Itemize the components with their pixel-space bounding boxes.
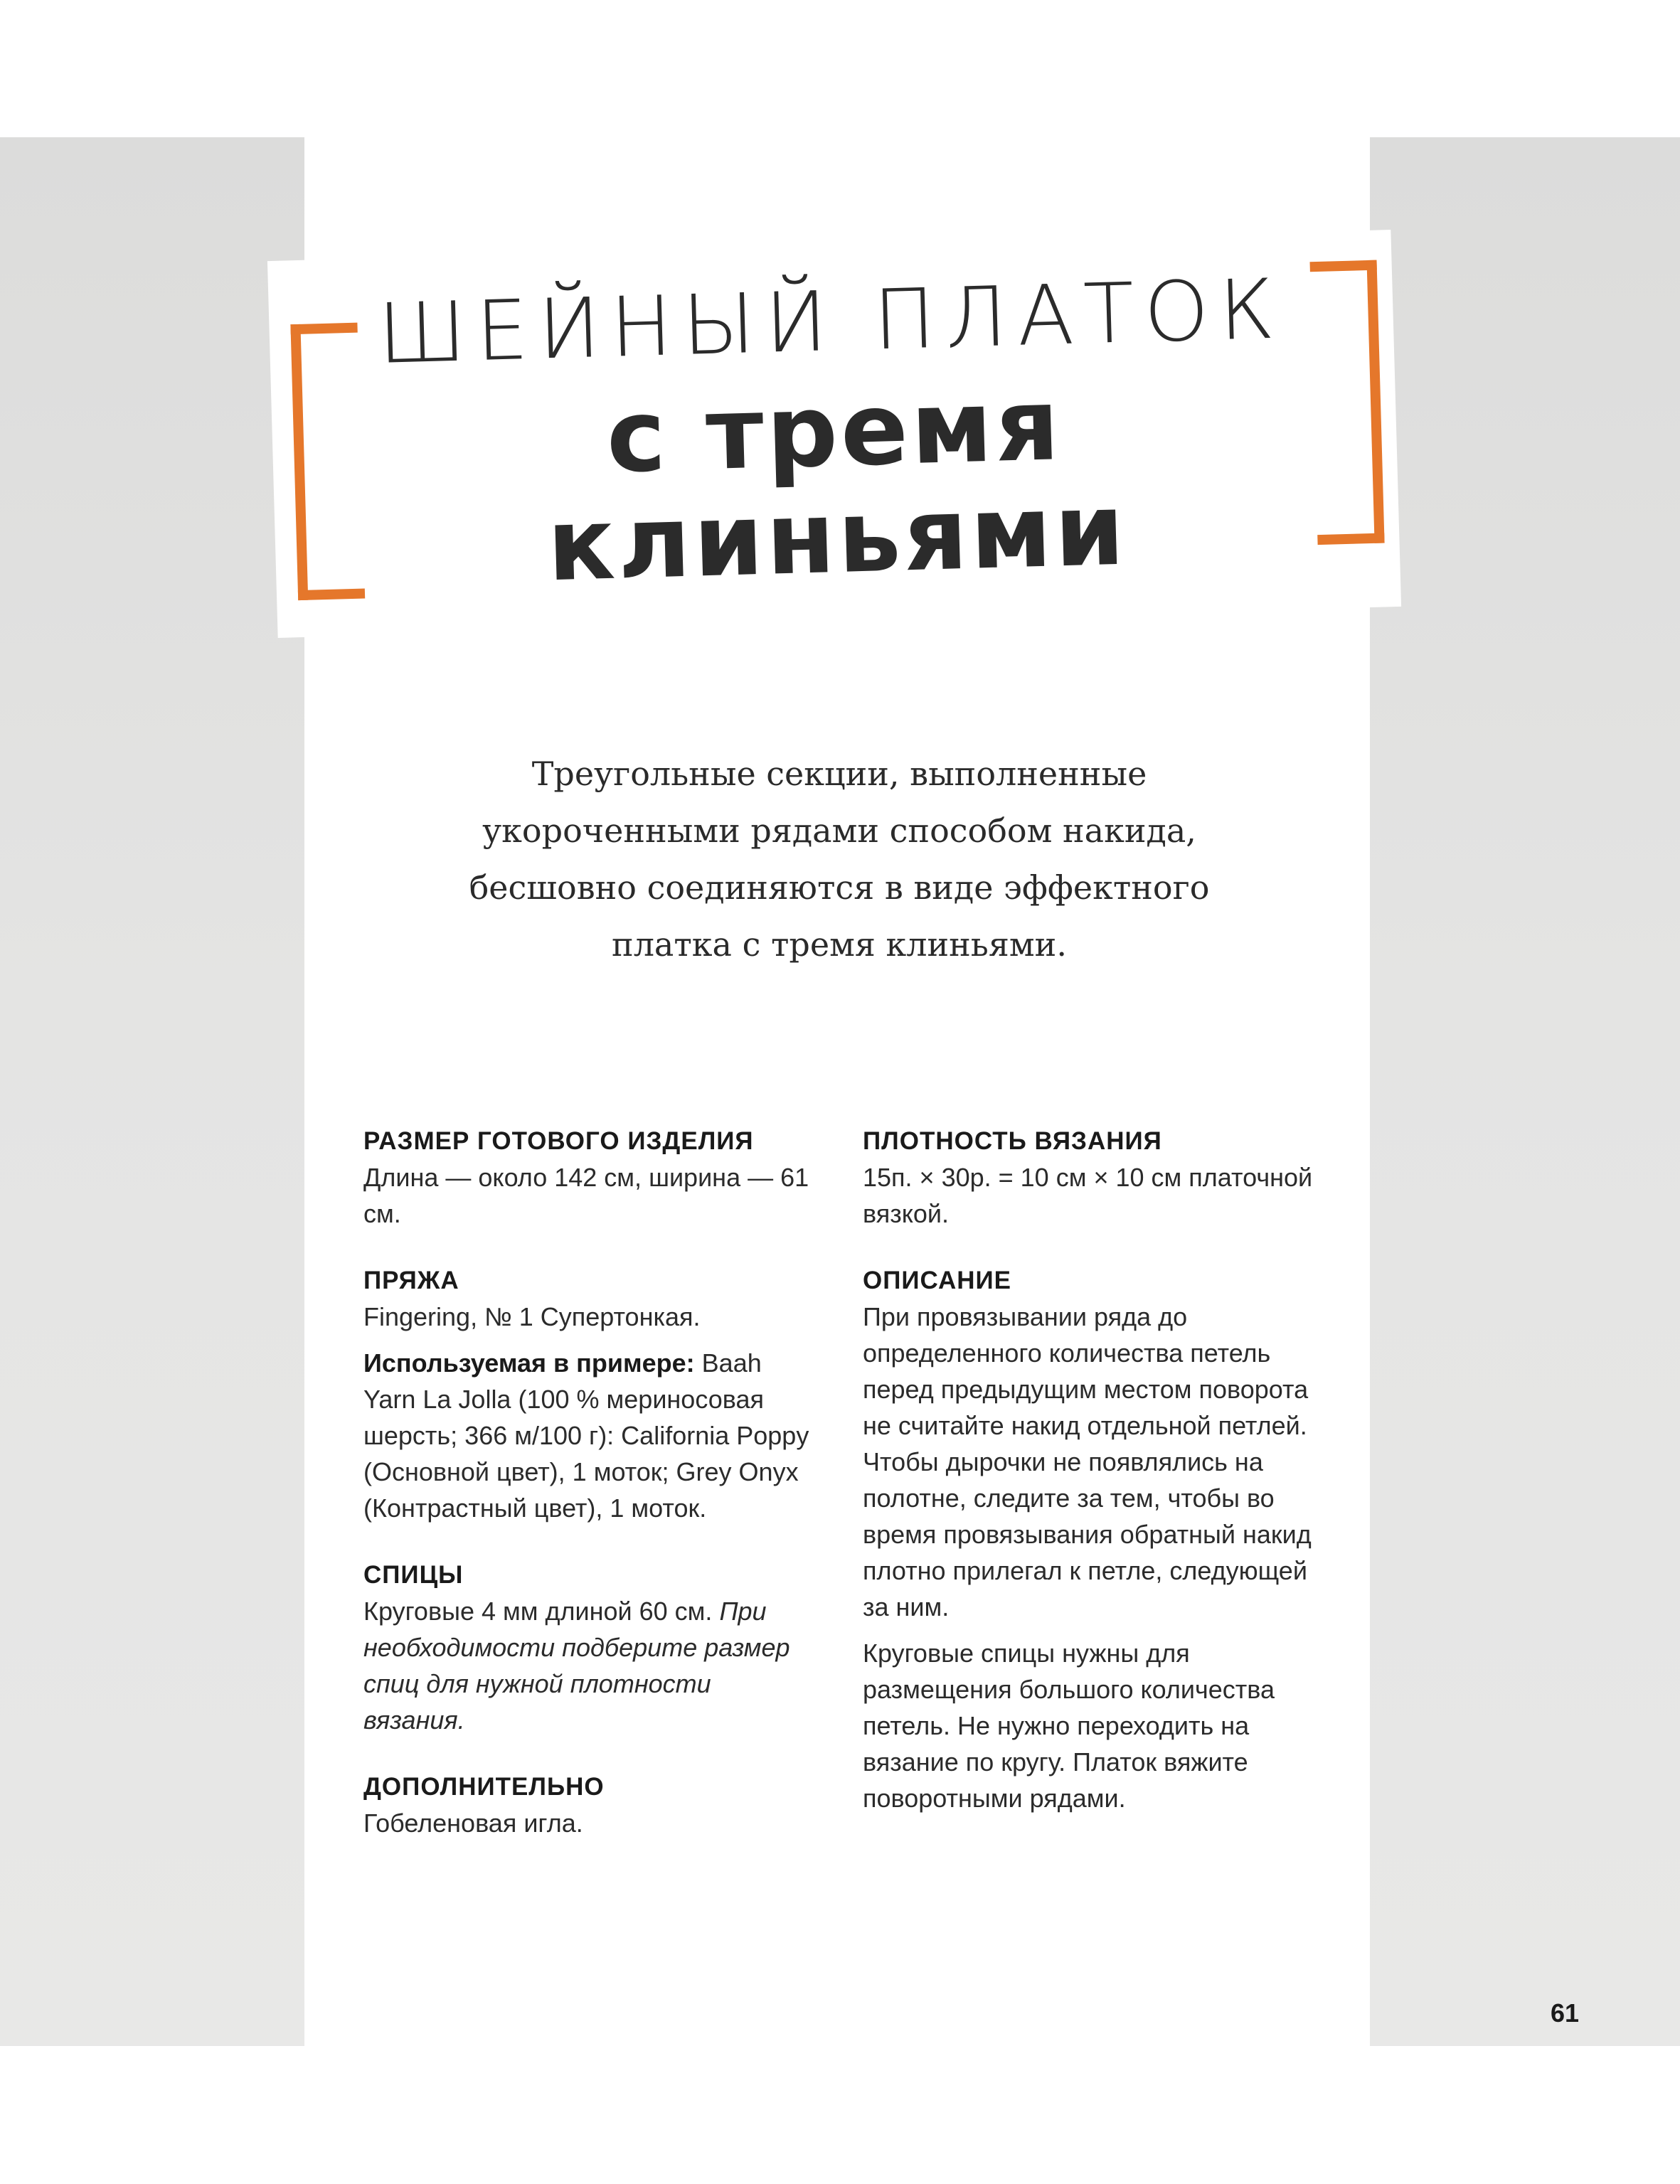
page-number: 61 — [1551, 1998, 1580, 2028]
needles-main-text: Круговые 4 мм длиной 60 см. — [363, 1597, 720, 1626]
needles-section — [363, 1557, 819, 1738]
yarn-section — [363, 1263, 819, 1526]
yarn-text: Fingering, № 1 Супертонкая. — [363, 1302, 701, 1331]
size-text: Длина — около 142 см, ширина — 61 см. — [363, 1163, 809, 1228]
background-photo-left — [0, 137, 304, 2046]
background-photo-right — [1370, 137, 1680, 2046]
intro-line: платка с тремя клиньями. — [612, 925, 1067, 964]
title-line-1: ШЕЙНЫЙ ПЛАТОК — [376, 261, 1286, 383]
needles-note: При необходимости подберите размер спиц для нужной плотности вязания. — [363, 1597, 790, 1735]
needles-heading: СПИЦЫ — [363, 1561, 464, 1589]
description-section — [863, 1263, 1332, 1816]
yarn-example — [363, 1345, 819, 1526]
yarn-example-label: Используемая в примере: — [363, 1348, 695, 1378]
gauge-heading: ПЛОТНОСТЬ ВЯЗАНИЯ — [863, 1127, 1162, 1155]
yarn-heading: ПРЯЖА — [363, 1267, 459, 1294]
intro-line: укороченными рядами способом накида, — [482, 811, 1196, 850]
right-column — [863, 1124, 1332, 1816]
size-section — [363, 1124, 819, 1232]
description-paragraph-1: При провязывании ряда до определенного количества петель перед предыдущим местом поворота не считайте накид отдельной петлей. Чтобы дырочки не появлялись на полотне, следите за тем, чтобы во время провязывания обратный накид плотно прилегал к петле, следующей за ним. — [863, 1302, 1312, 1621]
extra-section — [363, 1769, 819, 1841]
gauge-section — [863, 1124, 1332, 1232]
description-paragraph-2: Круговые спицы нужны для размещения большого количества петель. Не нужно переходить на вязание по кругу. Платок вяжите поворотными рядами. — [863, 1639, 1275, 1813]
title-line-3: клиньями — [546, 472, 1129, 604]
extra-text: Гобеленовая игла. — [363, 1809, 583, 1838]
needles-text — [363, 1593, 819, 1738]
intro-line: Треугольные секции, выполненные — [531, 755, 1147, 793]
size-heading: РАЗМЕР ГОТОВОГО ИЗДЕЛИЯ — [363, 1127, 754, 1155]
title-card — [267, 230, 1401, 638]
gauge-text: 15п. × 30р. = 10 см × 10 см платочной вязкой. — [863, 1163, 1313, 1228]
intro-line: бесшовно соединяются в виде эффектного — [469, 868, 1210, 907]
intro-paragraph — [398, 745, 1280, 973]
title-line-2: с тремя — [605, 367, 1064, 496]
extra-heading: ДОПОЛНИТЕЛЬНО — [363, 1773, 605, 1801]
yarn-example-text: Baah Yarn La Jolla (100 % мериносовая шерсть; 366 м/100 г): California Poppy (Основной цвет), 1 моток; Grey Onyx (Контрастный цвет), 1 моток. — [363, 1348, 809, 1523]
left-column — [363, 1124, 819, 1841]
description-heading: ОПИСАНИЕ — [863, 1267, 1011, 1294]
